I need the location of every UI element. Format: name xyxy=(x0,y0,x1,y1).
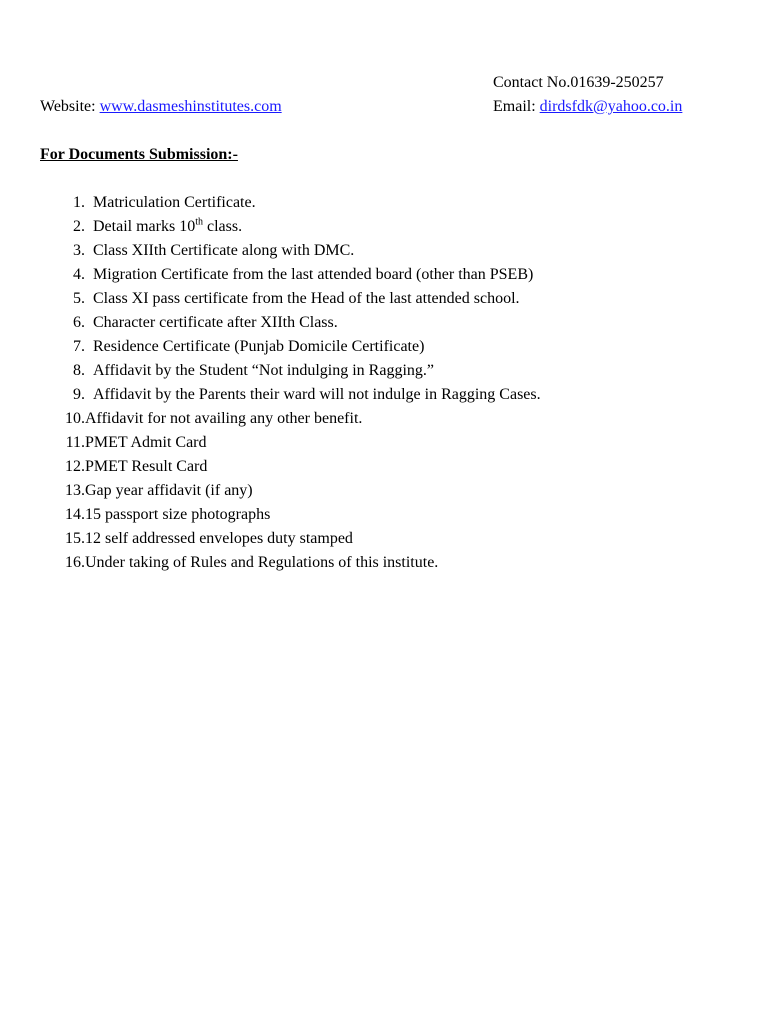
contact-label: Contact No. xyxy=(493,74,571,91)
list-item xyxy=(40,457,541,481)
list-item-number: 11. xyxy=(65,434,85,451)
list-item-text-part: Detail marks 10 xyxy=(93,218,196,235)
list-item-text: Matriculation Certificate. xyxy=(93,194,256,211)
list-item xyxy=(40,361,541,385)
list-item-number: 6. xyxy=(73,314,85,331)
list-item-text: Affidavit by the Student “Not indulging in Ragging.” xyxy=(93,362,434,379)
list-item-text: Character certificate after XIIth Class. xyxy=(93,314,338,331)
list-item-number: 12. xyxy=(65,458,85,475)
documents-list xyxy=(40,193,541,577)
documents-heading: For Documents Submission:- xyxy=(40,146,238,163)
contact-number-line xyxy=(493,73,664,93)
contact-number: 01639-250257 xyxy=(570,74,664,91)
list-item xyxy=(40,265,541,289)
email-link[interactable]: dirdsfdk@yahoo.co.in xyxy=(539,98,683,115)
list-item xyxy=(40,385,541,409)
list-item-number: 16. xyxy=(65,554,85,571)
list-item-text: 12 self addressed envelopes duty stamped xyxy=(85,530,353,547)
list-item-number: 14. xyxy=(65,506,85,523)
list-item xyxy=(40,409,541,433)
list-item-number: 3. xyxy=(73,242,85,259)
list-item xyxy=(40,481,541,505)
list-item-text: PMET Admit Card xyxy=(85,434,207,451)
list-item-number: 7. xyxy=(73,338,85,355)
list-item-text: Affidavit for not availing any other benefit. xyxy=(85,410,363,427)
list-item xyxy=(40,313,541,337)
list-item-number: 10. xyxy=(65,410,85,427)
email-line xyxy=(493,97,682,117)
list-item xyxy=(40,337,541,361)
list-item-number: 1. xyxy=(73,194,85,211)
list-item-number: 13. xyxy=(65,482,85,499)
list-item-text: 15 passport size photographs xyxy=(85,506,271,523)
list-item xyxy=(40,433,541,457)
list-item xyxy=(40,529,541,553)
list-item-text: Class XIIth Certificate along with DMC. xyxy=(93,242,355,259)
list-item xyxy=(40,553,541,577)
list-item xyxy=(40,193,541,217)
email-label: Email: xyxy=(493,98,540,115)
ordinal-suffix: th xyxy=(195,216,203,228)
list-item-text: Gap year affidavit (if any) xyxy=(85,482,253,499)
list-item-text: Residence Certificate (Punjab Domicile Certificate) xyxy=(93,338,425,355)
list-item-text: Affidavit by the Parents their ward will not indulge in Ragging Cases. xyxy=(93,386,541,403)
list-item xyxy=(40,217,541,241)
list-item-number: 8. xyxy=(73,362,85,379)
list-item-text: Migration Certificate from the last attended board (other than PSEB) xyxy=(93,266,534,283)
list-item-text: Under taking of Rules and Regulations of this institute. xyxy=(85,554,439,571)
list-item-number: 4. xyxy=(73,266,85,283)
website-line xyxy=(40,97,282,117)
list-item-text: PMET Result Card xyxy=(85,458,208,475)
list-item-number: 15. xyxy=(65,530,85,547)
website-label: Website: xyxy=(40,98,100,115)
website-link[interactable]: www.dasmeshinstitutes.com xyxy=(99,98,282,115)
list-item xyxy=(40,505,541,529)
list-item-number: 9. xyxy=(73,386,85,403)
list-item xyxy=(40,289,541,313)
list-item-text: Class XI pass certificate from the Head of the last attended school. xyxy=(93,290,520,307)
list-item-number: 5. xyxy=(73,290,85,307)
list-item-number: 2. xyxy=(73,218,85,235)
list-item-text xyxy=(85,217,242,241)
list-item xyxy=(40,241,541,265)
list-item-text-part: class. xyxy=(202,218,243,235)
